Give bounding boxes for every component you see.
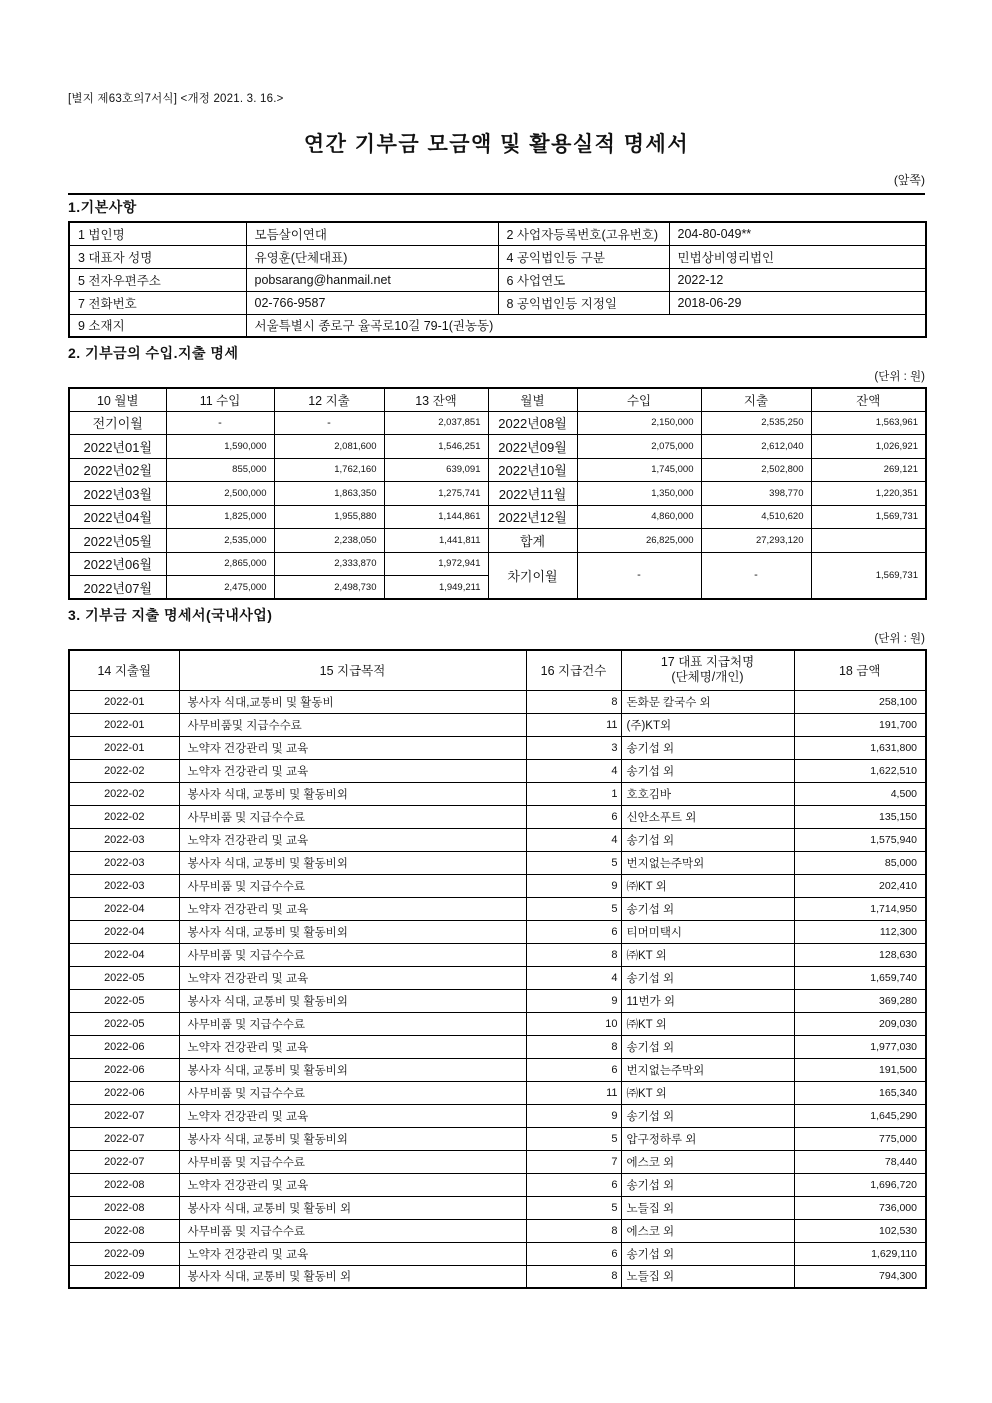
expense-month-cell: 2022-01 [69,690,179,713]
expense-detail-row [69,1242,926,1265]
month-cell: 2022년11월 [488,482,577,506]
count-cell: 8 [526,1265,621,1288]
purpose-cell: 사무비품 및 지급수수료 [179,1219,526,1242]
count-cell: 4 [526,828,621,851]
count-cell: 5 [526,1127,621,1150]
purpose-cell: 봉사자 식대, 교통비 및 활동비외 [179,851,526,874]
balance-cell: 1,275,741 [384,482,488,506]
expense-detail-row [69,1081,926,1104]
balance-cell: 1,220,351 [811,482,926,506]
field-value: 204-80-049** [669,222,926,245]
amount-cell: 258,100 [794,690,926,713]
expense-detail-row [69,1196,926,1219]
purpose-cell: 봉사자 식대, 교통비 및 활동비외 [179,782,526,805]
amount-cell: 1,659,740 [794,966,926,989]
income-cell: 2,500,000 [166,482,274,506]
expense-cell: - [701,552,811,599]
payee-cell: ㈜KT 외 [621,1081,794,1104]
expense-detail-row [69,759,926,782]
column-header-expense2: 지출 [701,388,811,411]
expense-detail-row [69,920,926,943]
expense-detail-row [69,713,926,736]
purpose-cell: 노약자 건강관리 및 교육 [179,828,526,851]
amount-cell: 128,630 [794,943,926,966]
month-cell: 합계 [488,529,577,553]
income-expense-tbody [69,411,926,599]
expense-cell: 2,535,250 [701,411,811,435]
front-side-label: (앞쪽) [893,173,925,187]
expense-cell: 2,238,050 [274,529,384,553]
income-cell: 2,075,000 [577,435,701,459]
page-title: 연간 기부금 모금액 및 활용실적 명세서 [303,133,690,156]
expense-detail-row [69,1173,926,1196]
expense-month-cell: 2022-03 [69,851,179,874]
basic-info-row [69,245,926,268]
payee-cell: (주)KT외 [621,713,794,736]
unit-label-section3: (단위 : 원) [874,633,925,645]
count-cell: 5 [526,1196,621,1219]
expense-month-cell: 2022-05 [69,989,179,1012]
purpose-cell: 사무비품 및 지급수수료 [179,1150,526,1173]
amount-cell: 78,440 [794,1150,926,1173]
expense-month-cell: 2022-04 [69,897,179,920]
count-cell: 6 [526,805,621,828]
expense-month-cell: 2022-08 [69,1196,179,1219]
field-value: 서울특별시 종로구 율곡로10길 79-1(권농동) [246,314,926,337]
expense-detail-row [69,1150,926,1173]
expense-month-cell: 2022-02 [69,759,179,782]
field-value: 유영훈(단체대표) [246,245,498,268]
count-cell: 6 [526,1242,621,1265]
column-header-expense-month: 14 지출월 [69,650,179,690]
amount-cell: 775,000 [794,1127,926,1150]
field-label: 5 전자우편주소 [69,268,246,291]
month-cell: 전기이월 [69,411,166,435]
amount-cell: 191,700 [794,713,926,736]
payee-cell: 돈화문 칼국수 외 [621,690,794,713]
expense-detail-row [69,828,926,851]
expense-cell: 2,333,870 [274,552,384,576]
purpose-cell: 사무비품 및 지급수수료 [179,805,526,828]
section2-heading: 2. 기부금의 수입.지출 명세 [68,345,239,361]
income-cell: 1,825,000 [166,505,274,529]
expense-cell: 1,863,350 [274,482,384,506]
basic-info-row [69,314,926,337]
amount-cell: 202,410 [794,874,926,897]
purpose-cell: 사무비품 및 지급수수료 [179,1081,526,1104]
payee-cell: 번지없는주막외 [621,1058,794,1081]
section1-heading: 1.기본사항 [68,199,137,215]
purpose-cell: 노약자 건강관리 및 교육 [179,1035,526,1058]
expense-month-cell: 2022-08 [69,1173,179,1196]
expense-month-cell: 2022-05 [69,966,179,989]
count-cell: 4 [526,759,621,782]
field-value: 민법상비영리법인 [669,245,926,268]
payee-cell: 신안소푸트 외 [621,805,794,828]
column-header-purpose: 15 지급목적 [179,650,526,690]
basic-info-row [69,291,926,314]
purpose-cell: 노약자 건강관리 및 교육 [179,1173,526,1196]
column-header-month1: 10 월별 [69,388,166,411]
amount-cell: 165,340 [794,1081,926,1104]
payee-cell: 노들집 외 [621,1265,794,1288]
expense-detail-row [69,1104,926,1127]
expense-cell: 2,502,800 [701,458,811,482]
balance-cell: 1,144,861 [384,505,488,529]
month-cell: 차기이월 [488,552,577,599]
field-value: 2018-06-29 [669,291,926,314]
basic-info-row [69,268,926,291]
income-cell: 855,000 [166,458,274,482]
count-cell: 1 [526,782,621,805]
balance-cell: 639,091 [384,458,488,482]
expense-detail-row [69,1127,926,1150]
expense-detail-row [69,966,926,989]
income-cell: 1,590,000 [166,435,274,459]
expense-cell: 2,498,730 [274,576,384,600]
expense-cell: 2,612,040 [701,435,811,459]
income-expense-row [69,435,926,459]
expense-month-cell: 2022-05 [69,1012,179,1035]
month-cell: 2022년12월 [488,505,577,529]
payee-cell: 송기섭 외 [621,1173,794,1196]
income-expense-row [69,411,926,435]
payee-cell: 번지없는주막외 [621,851,794,874]
amount-cell: 1,645,290 [794,1104,926,1127]
form-note: [별지 제63호의7서식] <개정 2021. 3. 16.> [68,93,284,105]
expense-month-cell: 2022-07 [69,1104,179,1127]
payee-cell: ㈜KT 외 [621,1012,794,1035]
balance-cell [811,529,926,553]
payee-cell: 티머미택시 [621,920,794,943]
expense-month-cell: 2022-01 [69,713,179,736]
column-header-month2: 월별 [488,388,577,411]
expense-cell: 398,770 [701,482,811,506]
expense-cell: 27,293,120 [701,529,811,553]
count-cell: 8 [526,690,621,713]
purpose-cell: 봉사자 식대, 교통비 및 활동비외 [179,1127,526,1150]
purpose-cell: 사무비품 및 지급수수료 [179,1012,526,1035]
expense-month-cell: 2022-02 [69,805,179,828]
month-cell: 2022년10월 [488,458,577,482]
count-cell: 7 [526,1150,621,1173]
amount-cell: 135,150 [794,805,926,828]
expense-month-cell: 2022-06 [69,1081,179,1104]
expense-detail-row [69,1219,926,1242]
amount-cell: 85,000 [794,851,926,874]
expense-detail-row [69,874,926,897]
month-cell: 2022년01월 [69,435,166,459]
amount-cell: 369,280 [794,989,926,1012]
expense-month-cell: 2022-04 [69,920,179,943]
expense-detail-row [69,1058,926,1081]
amount-cell: 1,977,030 [794,1035,926,1058]
amount-cell: 102,530 [794,1219,926,1242]
purpose-cell: 사무비품및 지급수수료 [179,713,526,736]
payee-cell: 송기섭 외 [621,1242,794,1265]
expense-cell: 1,762,160 [274,458,384,482]
section3-heading: 3. 기부금 지출 명세서(국내사업) [68,607,273,623]
column-header-expense1: 12 지출 [274,388,384,411]
expense-detail-row [69,782,926,805]
count-cell: 4 [526,966,621,989]
expense-detail-row [69,1012,926,1035]
amount-cell: 191,500 [794,1058,926,1081]
purpose-cell: 노약자 건강관리 및 교육 [179,897,526,920]
count-cell: 10 [526,1012,621,1035]
expense-month-cell: 2022-07 [69,1150,179,1173]
income-expense-row [69,482,926,506]
field-label: 4 공익법인등 구분 [498,245,669,268]
amount-cell: 736,000 [794,1196,926,1219]
field-value: pobsarang@hanmail.net [246,268,498,291]
expense-month-cell: 2022-09 [69,1242,179,1265]
expense-detail-row [69,736,926,759]
income-expense-row [69,552,926,576]
field-label: 7 전화번호 [69,291,246,314]
column-header-count: 16 지급건수 [526,650,621,690]
expense-detail-row [69,851,926,874]
purpose-cell: 노약자 건강관리 및 교육 [179,759,526,782]
balance-cell: 1,949,211 [384,576,488,600]
purpose-cell: 봉사자 식대, 교통비 및 활동비 외 [179,1265,526,1288]
income-cell: 2,535,000 [166,529,274,553]
income-cell: 4,860,000 [577,505,701,529]
purpose-cell: 사무비품 및 지급수수료 [179,943,526,966]
expense-detail-row [69,943,926,966]
count-cell: 9 [526,989,621,1012]
field-label: 6 사업연도 [498,268,669,291]
payee-cell: 에스코 외 [621,1219,794,1242]
expense-month-cell: 2022-03 [69,828,179,851]
income-cell: 2,150,000 [577,411,701,435]
payee-cell: 호호김바 [621,782,794,805]
expense-detail-row [69,897,926,920]
expense-detail-header-row [69,650,926,690]
amount-cell: 1,629,110 [794,1242,926,1265]
amount-cell: 112,300 [794,920,926,943]
purpose-cell: 봉사자 식대, 교통비 및 활동비 외 [179,1196,526,1219]
payee-cell: ㈜KT 외 [621,943,794,966]
column-header-income1: 11 수입 [166,388,274,411]
income-expense-row [69,458,926,482]
balance-cell: 1,026,921 [811,435,926,459]
payee-header-line2: (단체명/개인) [671,670,744,685]
expense-detail-row [69,805,926,828]
count-cell: 5 [526,897,621,920]
purpose-cell: 봉사자 식대, 교통비 및 활동비외 [179,920,526,943]
income-cell: 1,350,000 [577,482,701,506]
payee-cell: 송기섭 외 [621,828,794,851]
field-label: 9 소재지 [69,314,246,337]
income-cell: 2,475,000 [166,576,274,600]
month-cell: 2022년08월 [488,411,577,435]
column-header-balance1: 13 잔액 [384,388,488,411]
payee-cell: 송기섭 외 [621,1035,794,1058]
income-expense-header-row [69,388,926,411]
month-cell: 2022년07월 [69,576,166,600]
count-cell: 9 [526,874,621,897]
field-value: 2022-12 [669,268,926,291]
income-cell: - [577,552,701,599]
income-cell: 1,745,000 [577,458,701,482]
month-cell: 2022년03월 [69,482,166,506]
balance-cell: 1,441,811 [384,529,488,553]
month-cell: 2022년04월 [69,505,166,529]
expense-month-cell: 2022-04 [69,943,179,966]
expense-detail-table [68,649,927,1289]
income-expense-table [68,387,927,600]
balance-cell: 1,569,731 [811,505,926,529]
count-cell: 9 [526,1104,621,1127]
income-cell: - [166,411,274,435]
amount-cell: 1,622,510 [794,759,926,782]
amount-cell: 1,631,800 [794,736,926,759]
income-expense-row [69,529,926,553]
month-cell: 2022년02월 [69,458,166,482]
payee-cell: 송기섭 외 [621,759,794,782]
count-cell: 8 [526,1035,621,1058]
expense-month-cell: 2022-02 [69,782,179,805]
field-label: 1 법인명 [69,222,246,245]
balance-cell: 1,569,731 [811,552,926,599]
column-header-balance2: 잔액 [811,388,926,411]
unit-label-section2: (단위 : 원) [874,371,925,383]
expense-cell: 4,510,620 [701,505,811,529]
expense-cell: 2,081,600 [274,435,384,459]
balance-cell: 2,037,851 [384,411,488,435]
purpose-cell: 사무비품 및 지급수수료 [179,874,526,897]
balance-cell: 1,546,251 [384,435,488,459]
basic-info-tbody [69,222,926,337]
field-value: 모듬살이연대 [246,222,498,245]
field-label: 2 사업자등록번호(고유번호) [498,222,669,245]
expense-month-cell: 2022-08 [69,1219,179,1242]
count-cell: 3 [526,736,621,759]
payee-cell: 압구정하루 외 [621,1127,794,1150]
expense-detail-row [69,989,926,1012]
column-header-income2: 수입 [577,388,701,411]
payee-cell: ㈜KT 외 [621,874,794,897]
expense-detail-row [69,690,926,713]
basic-info-table [68,221,927,338]
amount-cell: 794,300 [794,1265,926,1288]
basic-info-row [69,222,926,245]
amount-cell: 1,575,940 [794,828,926,851]
count-cell: 6 [526,1173,621,1196]
month-cell: 2022년09월 [488,435,577,459]
income-cell: 26,825,000 [577,529,701,553]
expense-month-cell: 2022-03 [69,874,179,897]
balance-cell: 269,121 [811,458,926,482]
purpose-cell: 노약자 건강관리 및 교육 [179,1242,526,1265]
expense-detail-row [69,1035,926,1058]
field-label: 8 공익법인등 지정일 [498,291,669,314]
count-cell: 8 [526,1219,621,1242]
count-cell: 6 [526,1058,621,1081]
purpose-cell: 봉사자 식대,교통비 및 활동비 [179,690,526,713]
expense-detail-row [69,1265,926,1288]
field-label: 3 대표자 성명 [69,245,246,268]
payee-cell: 에스코 외 [621,1150,794,1173]
income-cell: 2,865,000 [166,552,274,576]
expense-cell: 1,955,880 [274,505,384,529]
count-cell: 11 [526,1081,621,1104]
payee-header-line1: 17 대표 지급처명 [660,655,755,670]
expense-month-cell: 2022-06 [69,1035,179,1058]
month-cell: 2022년05월 [69,529,166,553]
payee-cell: 송기섭 외 [621,966,794,989]
count-cell: 8 [526,943,621,966]
purpose-cell: 봉사자 식대, 교통비 및 활동비외 [179,989,526,1012]
payee-cell: 송기섭 외 [621,1104,794,1127]
payee-cell: 송기섭 외 [621,897,794,920]
amount-cell: 1,714,950 [794,897,926,920]
purpose-cell: 노약자 건강관리 및 교육 [179,966,526,989]
column-header-payee [621,650,794,690]
balance-cell: 1,563,961 [811,411,926,435]
count-cell: 5 [526,851,621,874]
count-cell: 11 [526,713,621,736]
expense-month-cell: 2022-09 [69,1265,179,1288]
amount-cell: 209,030 [794,1012,926,1035]
balance-cell: 1,972,941 [384,552,488,576]
purpose-cell: 봉사자 식대, 교통비 및 활동비외 [179,1058,526,1081]
expense-cell: - [274,411,384,435]
top-divider [68,193,925,195]
purpose-cell: 노약자 건강관리 및 교육 [179,736,526,759]
income-expense-row [69,505,926,529]
expense-month-cell: 2022-06 [69,1058,179,1081]
month-cell: 2022년06월 [69,552,166,576]
expense-month-cell: 2022-01 [69,736,179,759]
count-cell: 6 [526,920,621,943]
column-header-amount: 18 금액 [794,650,926,690]
expense-month-cell: 2022-07 [69,1127,179,1150]
purpose-cell: 노약자 건강관리 및 교육 [179,1104,526,1127]
amount-cell: 4,500 [794,782,926,805]
amount-cell: 1,696,720 [794,1173,926,1196]
expense-detail-tbody [69,690,926,1288]
payee-cell: 송기섭 외 [621,736,794,759]
field-value: 02-766-9587 [246,291,498,314]
payee-cell: 노들집 외 [621,1196,794,1219]
payee-cell: 11번가 외 [621,989,794,1012]
